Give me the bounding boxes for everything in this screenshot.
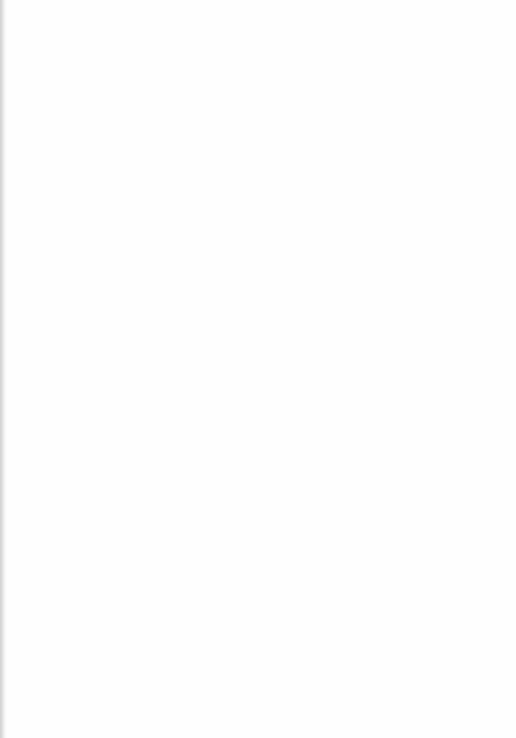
upper-text-block xyxy=(38,46,478,348)
page-edge-shadow xyxy=(0,0,6,738)
lower-text-block xyxy=(38,434,478,696)
